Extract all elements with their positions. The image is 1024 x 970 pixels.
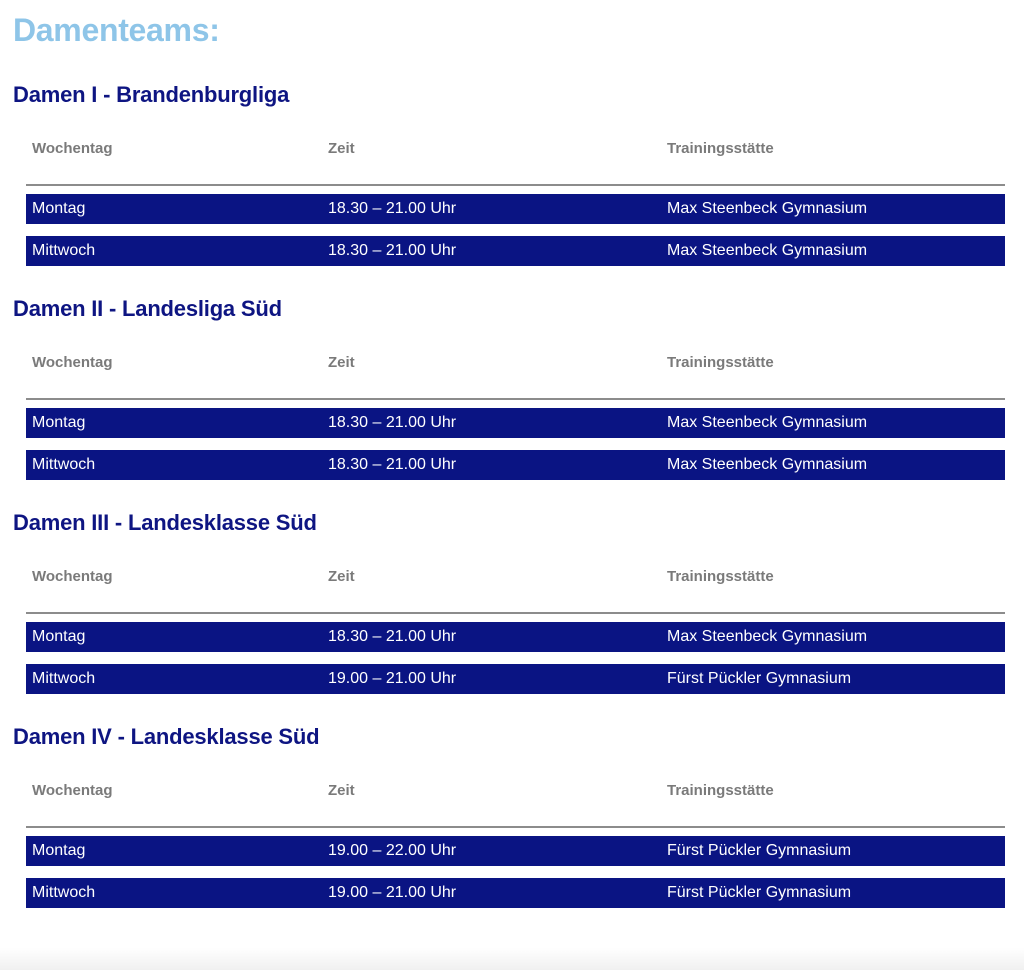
team-section-damen-2 — [13, 294, 1005, 480]
page-title: Damenteams: — [13, 12, 220, 48]
team-title: Damen II - Landesliga Süd — [13, 296, 282, 321]
header-trainingsstaette: Trainingsstätte — [667, 353, 774, 371]
team-title: Damen III - Landesklasse Süd — [13, 510, 317, 535]
cell-day: Mittwoch — [32, 670, 96, 687]
cell-day: Mittwoch — [32, 456, 96, 473]
team-section-damen-3 — [13, 508, 1005, 694]
cell-time: 18.30 – 21.00 Uhr — [328, 456, 457, 473]
header-zeit: Zeit — [328, 567, 355, 585]
header-zeit: Zeit — [328, 781, 355, 799]
header-wochentag: Wochentag — [32, 567, 113, 585]
header-wochentag: Wochentag — [32, 781, 113, 799]
header-zeit: Zeit — [328, 353, 355, 371]
table-row — [26, 664, 1005, 694]
table-header-row — [26, 564, 1005, 614]
cell-time: 19.00 – 21.00 Uhr — [328, 884, 457, 901]
cell-place: Max Steenbeck Gymnasium — [667, 414, 868, 431]
cell-time: 19.00 – 21.00 Uhr — [328, 670, 457, 687]
cell-place: Max Steenbeck Gymnasium — [667, 456, 868, 473]
cell-day: Montag — [32, 414, 86, 431]
cell-day: Montag — [32, 842, 86, 859]
team-section-damen-1 — [13, 80, 1005, 266]
team-title: Damen I - Brandenburgliga — [13, 82, 290, 107]
header-trainingsstaette: Trainingsstätte — [667, 567, 774, 585]
cell-day: Montag — [32, 628, 86, 645]
cell-time: 19.00 – 22.00 Uhr — [328, 842, 457, 859]
team-title: Damen IV - Landesklasse Süd — [13, 724, 320, 749]
cell-place: Fürst Pückler Gymnasium — [667, 884, 852, 901]
cell-day: Montag — [32, 200, 86, 217]
table-header-row — [26, 778, 1005, 828]
table-header-row — [26, 350, 1005, 400]
table-row — [26, 878, 1005, 908]
cell-day: Mittwoch — [32, 884, 96, 901]
table-row — [26, 622, 1005, 652]
header-zeit: Zeit — [328, 139, 355, 157]
table-row — [26, 450, 1005, 480]
cell-day: Mittwoch — [32, 242, 96, 259]
cell-time: 18.30 – 21.00 Uhr — [328, 200, 457, 217]
table-row — [26, 236, 1005, 266]
schedule-table — [26, 564, 1005, 694]
team-section-damen-4 — [13, 722, 1005, 908]
cell-time: 18.30 – 21.00 Uhr — [328, 628, 457, 645]
table-row — [26, 408, 1005, 438]
header-trainingsstaette: Trainingsstätte — [667, 781, 774, 799]
cell-place: Max Steenbeck Gymnasium — [667, 200, 868, 217]
header-trainingsstaette: Trainingsstätte — [667, 139, 774, 157]
table-row — [26, 836, 1005, 866]
header-wochentag: Wochentag — [32, 353, 113, 371]
cell-place: Max Steenbeck Gymnasium — [667, 628, 868, 645]
cell-place: Max Steenbeck Gymnasium — [667, 242, 868, 259]
bottom-fade — [0, 948, 1024, 970]
schedule-table — [26, 778, 1005, 908]
schedule-table — [26, 136, 1005, 266]
schedule-table — [26, 350, 1005, 480]
header-wochentag: Wochentag — [32, 139, 113, 157]
cell-place: Fürst Pückler Gymnasium — [667, 670, 852, 687]
table-row — [26, 194, 1005, 224]
cell-place: Fürst Pückler Gymnasium — [667, 842, 852, 859]
cell-time: 18.30 – 21.00 Uhr — [328, 414, 457, 431]
cell-time: 18.30 – 21.00 Uhr — [328, 242, 457, 259]
table-header-row — [26, 136, 1005, 186]
